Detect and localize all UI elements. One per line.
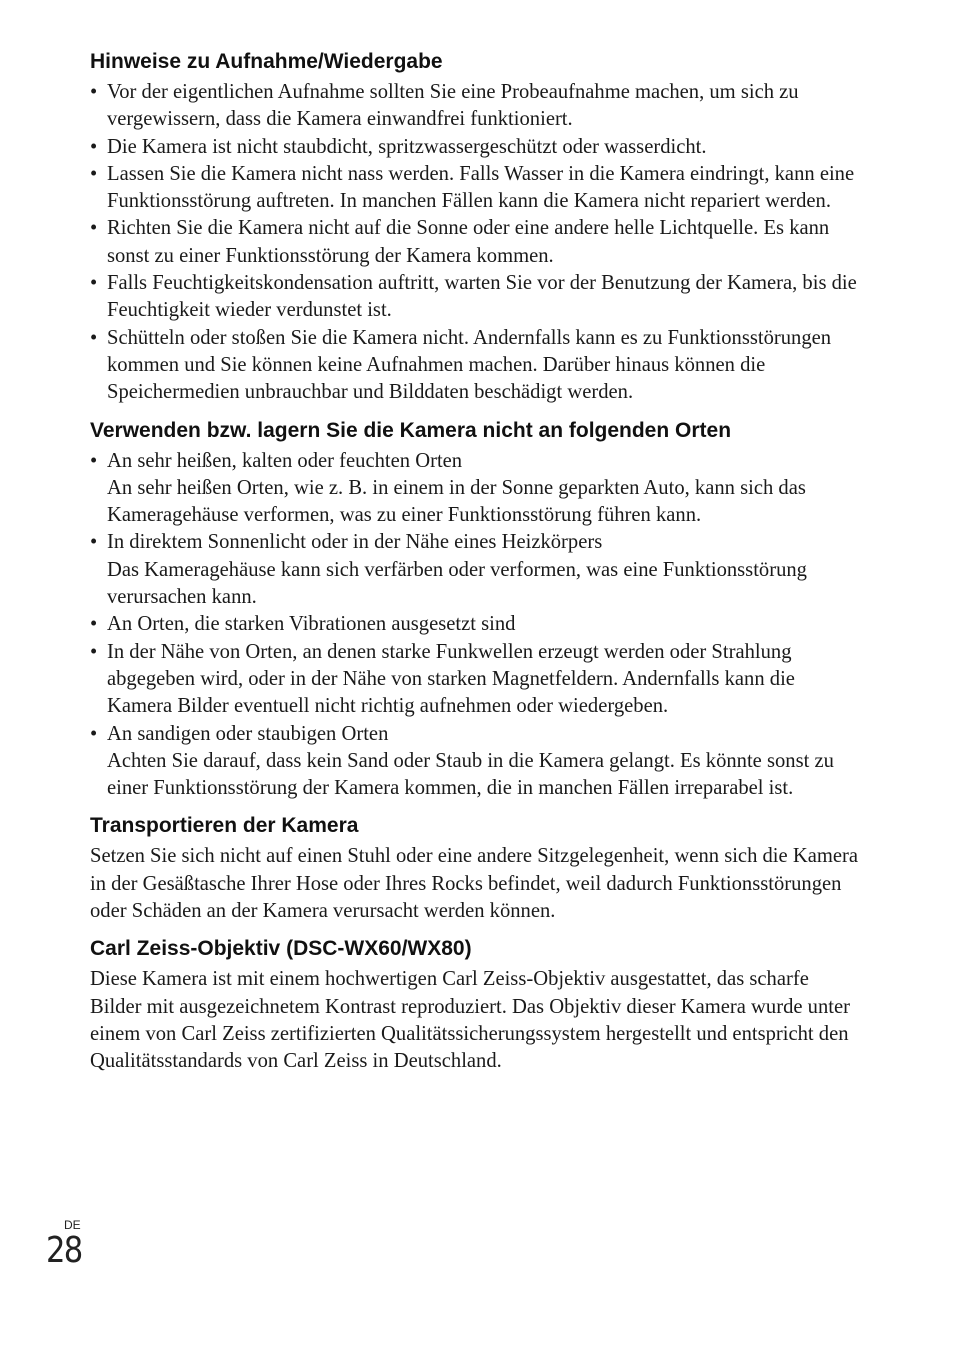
list-item <box>90 325 860 407</box>
list-item-text: Schütteln oder stoßen Sie die Kamera nicht. Andernfalls kann es zu Funktionsstörungen kommen und Sie können keine Aufnahmen machen. Darüber hinaus können die Speichermedien unbrauchbar und Bilddaten beschädigt werden. <box>107 326 832 404</box>
list-item-text: In direktem Sonnenlicht oder in der Nähe eines Heizkörpers <box>107 531 603 554</box>
list-item <box>90 721 860 803</box>
bullet-list <box>90 79 860 407</box>
page-footer <box>46 1218 88 1270</box>
section-heading: Hinweise zu Aufnahme/Wiedergabe <box>90 50 443 73</box>
section-paragraph: Setzen Sie sich nicht auf einen Stuhl oder eine andere Sitzgelegenheit, wenn sich die Kamera in der Gesäßtasche Ihrer Hose oder Ihres Rocks befindet, weil dadurch Funktionsstörungen oder Schäden an der Kamera verursacht werden können. <box>90 845 858 923</box>
list-item-text: In der Nähe von Orten, an denen starke Funkwellen erzeugt werden oder Strahlung abgegeben wird, oder in der Nähe von starken Magnetfeldern. Andernfalls kann die Kamera Bilder eventuell nicht richtig aufnehmen oder wiedergeben. <box>107 640 795 718</box>
list-item <box>90 529 860 611</box>
list-item-text: An sehr heißen, kalten oder feuchten Orten <box>107 449 463 472</box>
bullet-icon: • <box>90 613 98 636</box>
list-item <box>90 639 860 721</box>
bullet-icon: • <box>90 272 98 295</box>
list-item-text: Die Kamera ist nicht staubdicht, spritzwassergeschützt oder wasserdicht. <box>107 135 707 158</box>
bullet-icon: • <box>90 135 98 158</box>
bullet-list <box>90 448 860 803</box>
list-item-detail: Das Kameragehäuse kann sich verfärben oder verformen, was eine Funktionsstörung verursachen kann. <box>107 558 807 609</box>
list-item-text: An sandigen oder staubigen Orten <box>107 722 389 745</box>
bullet-icon: • <box>90 531 98 554</box>
section-heading: Verwenden bzw. lagern Sie die Kamera nicht an folgenden Orten <box>90 418 732 442</box>
bullet-icon: • <box>90 81 98 103</box>
section-recording-playback <box>90 48 860 407</box>
list-item-text: Lassen Sie die Kamera nicht nass werden. Falls Wasser in die Kamera eindringt, kann eine Funktionsstörung auftreten. In manchen Fällen kann die Kamera nicht repariert werden. <box>107 162 855 213</box>
list-item <box>90 448 860 530</box>
document-page <box>90 48 860 1076</box>
section-paragraph: Diese Kamera ist mit einem hochwertigen Carl Zeiss-Objektiv ausgestattet, das scharfe Bilder mit ausgezeichnetem Kontrast reproduziert. Das Objektiv dieser Kamera wurde unter einem von Carl Zeiss zertifizierten Qualitätssicherungssystem hergestellt und entspricht den Qualitätsstandards von Carl Zeiss in Deutschland. <box>90 968 850 1073</box>
list-item-detail: An sehr heißen Orten, wie z. B. in einem in der Sonne geparkten Auto, kann sich das Kameragehäuse verformen, was zu einer Funktionsstörung führen kann. <box>107 476 806 527</box>
section-storage-locations <box>90 417 860 803</box>
list-item <box>90 79 860 134</box>
list-item-detail: Achten Sie darauf, dass kein Sand oder Staub in die Kamera gelangt. Es könnte sonst zu einer Funktionsstörung der Kamera kommen, die in manchen Fällen irreparabel ist. <box>107 749 834 800</box>
section-heading: Transportieren der Kamera <box>90 814 359 838</box>
list-item-text: Vor der eigentlichen Aufnahme sollten Sie eine Probeaufnahme machen, um sich zu vergewissern, dass die Kamera einwandfrei funktioniert. <box>107 81 799 131</box>
list-item-text: Richten Sie die Kamera nicht auf die Sonne oder eine andere helle Lichtquelle. Es kann sonst zu einer Funktionsstörung der Kamera kommen. <box>107 217 830 267</box>
bullet-icon: • <box>90 640 98 663</box>
list-item-text: An Orten, die starken Vibrationen ausgesetzt sind <box>107 613 516 636</box>
list-item <box>90 215 860 270</box>
page-number: 28 <box>46 1230 82 1271</box>
list-item <box>90 611 860 638</box>
section-heading: Carl Zeiss-Objektiv (DSC-WX60/WX80) <box>90 937 472 961</box>
list-item <box>90 161 860 216</box>
list-item <box>90 270 860 325</box>
bullet-icon: • <box>90 449 98 472</box>
language-code: DE <box>64 1218 81 1232</box>
bullet-icon: • <box>90 722 98 745</box>
section-carl-zeiss-lens <box>90 935 860 1075</box>
list-item <box>90 134 860 161</box>
bullet-icon: • <box>90 326 98 349</box>
bullet-icon: • <box>90 162 98 185</box>
section-transport <box>90 812 860 925</box>
bullet-icon: • <box>90 217 98 240</box>
list-item-text: Falls Feuchtigkeitskondensation auftritt, warten Sie vor der Benutzung der Kamera, bis die Feuchtigkeit wieder verdunstet ist. <box>107 272 857 322</box>
